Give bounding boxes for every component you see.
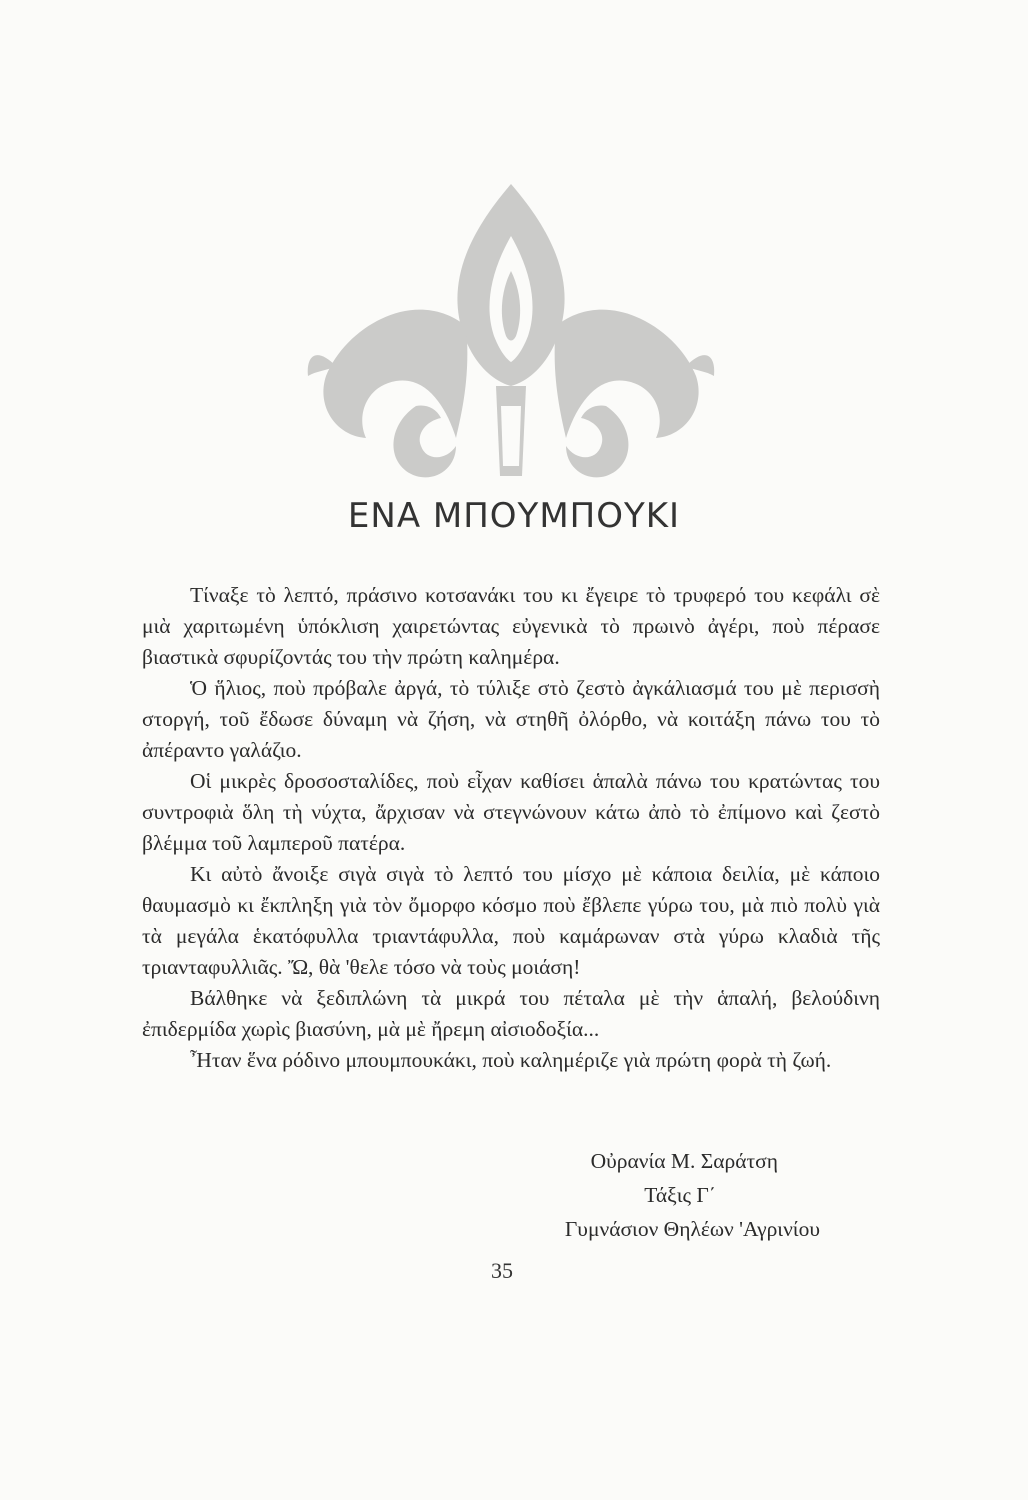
paragraph: Κι αὐτὸ ἄνοιξε σιγὰ σιγὰ τὸ λεπτό του μίσχο μὲ κάποια δειλία, μὲ κάποιο θαυμασμὸ κι ἔκπληξη γιὰ τὸν ὄμορφο κόσμο ποὺ ἔβλεπε γύρω του, μὰ πιὸ πολὺ γιὰ τὰ μεγάλα ἑκατόφυλλα τριαντάφυλλα, ποὺ καμάρωναν στὰ γύρω κλαδιὰ τῆς τριανταφυλλιᾶς. Ὤ, θὰ 'θελε τόσο νὰ τοὺς μοιάση! — [142, 862, 880, 979]
paragraph: Ἦταν ἕνα ρόδινο μπουμπουκάκι, ποὺ καλημέριζε γιὰ πρώτη φορὰ τὴ ζωή. — [190, 1048, 832, 1072]
floral-ornament-icon — [296, 176, 726, 506]
page-number: 35 — [491, 1258, 513, 1283]
paragraph: Τίναξε τὸ λεπτό, πράσινο κοτσανάκι του κι ἔγειρε τὸ τρυφερό του κεφάλι σὲ μιὰ χαριτωμένη ὑπόκλιση χαιρετώντας εὐγενικὰ τὸ πρωινὸ ἀγέρι, ποὺ πέρασε βιαστικὰ σφυρίζοντάς του τὴν πρώτη καλημέρα. — [142, 583, 880, 669]
author-name: Οὐρανία Μ. Σαράτση — [590, 1149, 778, 1173]
paragraph: Οἱ μικρὲς δροσοσταλίδες, ποὺ εἶχαν καθίσει ἁπαλὰ πάνω του κρατώντας του συντροφιὰ ὅλη τὴ νύχτα, ἄρχισαν νὰ στεγνώνουν κάτω ἀπὸ τὸ ἐπίμονο καὶ ζεστὸ βλέμμα τοῦ λαμπεροῦ πατέρα. — [142, 769, 880, 855]
paragraph: Βάλθηκε νὰ ξεδιπλώνη τὰ μικρά του πέταλα μὲ τὴν ἁπαλή, βελούδινη ἐπιδερμίδα χωρὶς βιασύνη, μὰ μὲ ἤρεμη αἰσιοδοξία... — [142, 986, 880, 1041]
author-school: Γυμνάσιον Θηλέων 'Αγρινίου — [564, 1217, 820, 1241]
paragraph: Ὁ ἥλιος, ποὺ πρόβαλε ἀργά, τὸ τύλιξε στὸ ζεστὸ ἀγκάλιασμά του μὲ περισσὴ στοργή, τοῦ ἔδωσε δύναμη νὰ ζήση, νὰ στηθῆ ὀλόρθο, νὰ κοιτάξη πάνω του τὸ ἀπέραντο γαλάζιο. — [142, 676, 880, 762]
page-title: ΕΝΑ ΜΠΟΥΜΠΟΥΚΙ — [347, 496, 681, 536]
story-text — [142, 580, 880, 1076]
author-class: Τάξις Γ΄ — [644, 1183, 716, 1207]
signature-block — [565, 1144, 820, 1246]
